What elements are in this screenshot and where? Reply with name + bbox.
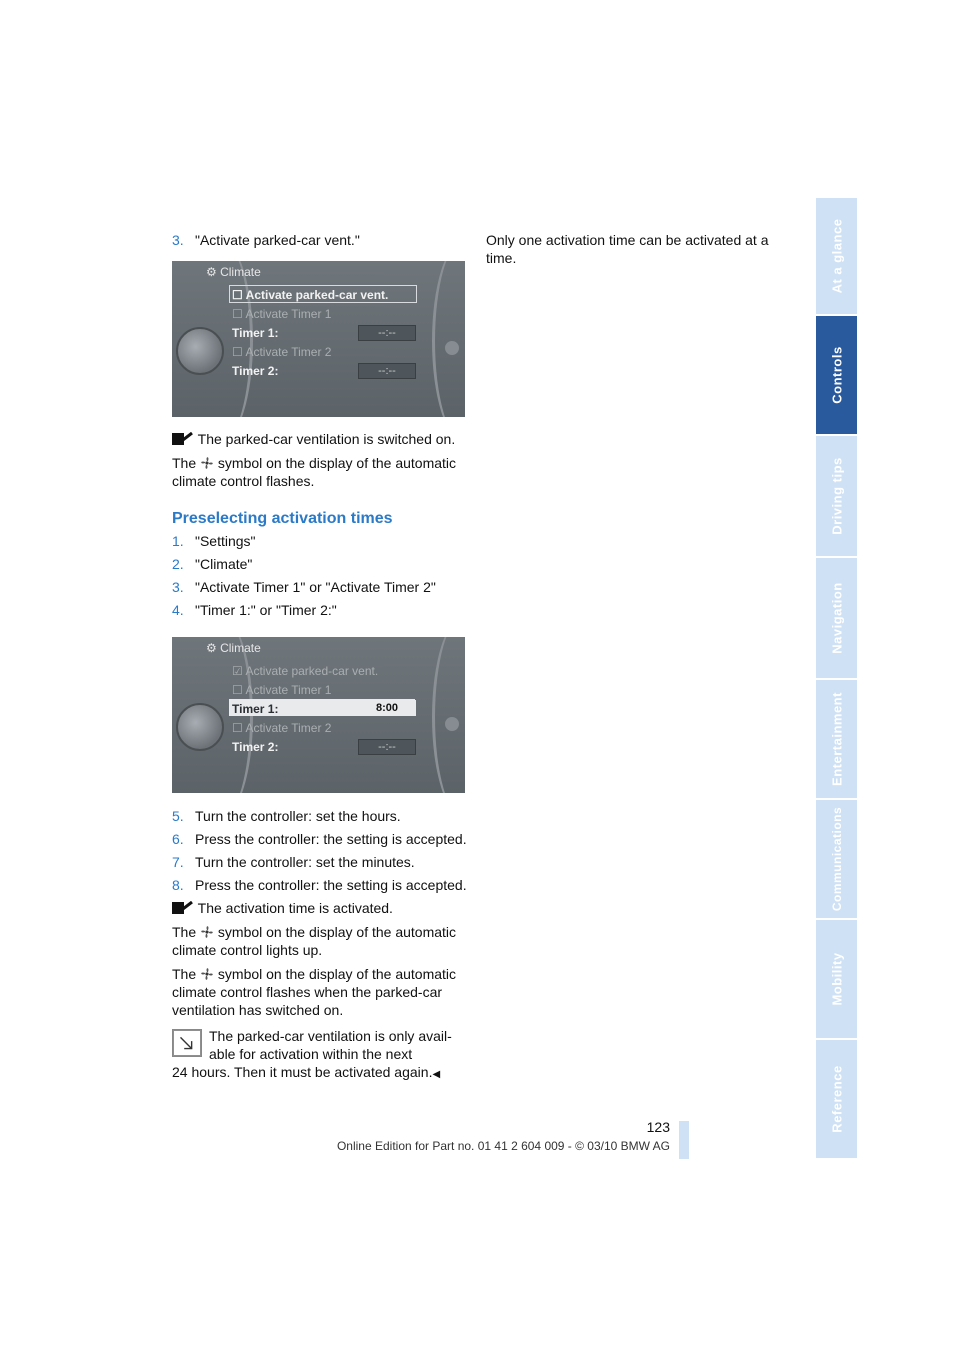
edition-line: Online Edition for Part no. 01 41 2 604 009 - © 03/10 BMW AG — [336, 1139, 670, 1153]
paragraph — [172, 430, 467, 448]
step-number: 6. — [172, 831, 184, 847]
step-text: "Activate parked-car vent." — [195, 232, 360, 248]
timer2-value: --:-- — [358, 363, 416, 379]
checkmark-icon — [172, 432, 194, 446]
screen-title-text: Climate — [220, 641, 261, 655]
tab-navigation[interactable] — [816, 558, 857, 680]
paragraph-text: symbol on the display of the automatic climate control flashes. — [172, 455, 457, 489]
step-text: "Activate Timer 1" or "Activate Timer 2" — [195, 579, 436, 595]
tab-label: Driving tips — [829, 457, 844, 535]
menu-row: ☐ Activate Timer 1 — [232, 307, 332, 321]
menu-row: ☐ Activate parked-car vent. — [232, 288, 389, 302]
note-text: able for activation within the next — [209, 1046, 413, 1062]
right-column — [486, 231, 776, 273]
tab-controls[interactable] — [816, 316, 857, 436]
menu-row-text: Activate Timer 1 — [245, 683, 332, 697]
menu-row-text: Activate parked-car vent. — [245, 664, 379, 678]
step-text: "Climate" — [195, 556, 253, 572]
note-block — [172, 1025, 467, 1084]
menu-row — [232, 324, 278, 342]
note-text: 24 hours. Then it must be activated again. — [172, 1064, 433, 1080]
paragraph — [172, 965, 467, 1019]
paragraph — [172, 899, 467, 917]
checkmark-icon — [172, 901, 194, 915]
footer-bar — [679, 1121, 689, 1159]
fan-icon — [200, 967, 214, 981]
paragraph — [172, 923, 467, 959]
step-number: 1. — [172, 533, 184, 549]
menu-row — [232, 362, 278, 380]
menu-row — [232, 738, 278, 756]
fan-icon — [200, 456, 214, 470]
controller-knob-icon — [176, 327, 224, 375]
menu-row-text: Timer 2: — [232, 364, 279, 378]
step-item — [172, 231, 467, 249]
left-column — [172, 231, 467, 1084]
step-number: 8. — [172, 877, 184, 893]
step-item — [172, 601, 467, 619]
menu-row-text: Timer 1: — [232, 326, 279, 340]
paragraph-text: The — [172, 966, 197, 982]
chapter-tabs — [816, 198, 857, 1160]
tab-label: Reference — [829, 1065, 844, 1133]
screen-title-text: Climate — [220, 265, 261, 279]
timer1-value: 8:00 — [358, 700, 416, 716]
section-heading: Preselecting activation times — [172, 510, 393, 527]
screen-arc-right — [432, 637, 465, 793]
step-item — [172, 830, 467, 848]
step-text: Turn the controller: set the minutes. — [195, 854, 415, 870]
menu-row: ☑ Activate parked-car vent. — [232, 664, 379, 678]
menu-row: ☐ Activate Timer 1 — [232, 683, 332, 697]
timer1-value: --:-- — [358, 325, 416, 341]
step-text: "Settings" — [195, 533, 256, 549]
menu-row-text: Timer 1: — [232, 702, 279, 716]
step-item — [172, 555, 467, 573]
scroll-knob-icon — [445, 717, 459, 731]
tab-label: Communications — [829, 806, 844, 912]
menu-row-text: Timer 2: — [232, 740, 279, 754]
screen-arc-right — [432, 261, 465, 417]
step-item — [172, 532, 467, 550]
screen-title: ⚙ Climate — [206, 265, 261, 279]
note-arrow-icon — [172, 1029, 202, 1057]
step-item — [172, 578, 467, 596]
paragraph-text: The — [172, 924, 197, 940]
tab-label: Navigation — [829, 582, 844, 654]
step-text: Press the controller: the setting is accepted. — [195, 831, 467, 847]
step-text: Turn the controller: set the hours. — [195, 808, 401, 824]
timer2-value: --:-- — [358, 739, 416, 755]
climate-screen-1 — [172, 261, 465, 417]
menu-row — [232, 700, 278, 718]
screen-title: ⚙ Climate — [206, 641, 261, 655]
tab-label: At a glance — [829, 218, 844, 294]
paragraph-text: symbol on the display of the automatic climate control flashes when the parked-car ventilation has switched on. — [172, 966, 457, 1018]
step-text: Press the controller: the setting is accepted. — [195, 877, 467, 893]
menu-row-text: Activate Timer 2 — [245, 345, 332, 359]
tab-label: Controls — [829, 346, 844, 404]
tab-label: Mobility — [829, 952, 844, 1006]
menu-row-text: Activate Timer 1 — [245, 307, 332, 321]
paragraph-text: The — [172, 455, 197, 471]
step-item — [172, 853, 467, 871]
step-number: 4. — [172, 602, 184, 618]
menu-row-text: Activate parked-car vent. — [245, 288, 389, 302]
paragraph-text: The parked-car ventilation is switched on. — [197, 431, 456, 447]
menu-row: ☐ Activate Timer 2 — [232, 345, 332, 359]
step-item — [172, 876, 467, 894]
tab-at-a-glance[interactable] — [816, 198, 857, 316]
tab-reference[interactable] — [816, 1040, 857, 1160]
step-number: 3. — [172, 232, 184, 248]
menu-row-text: Activate Timer 2 — [245, 721, 332, 735]
step-number: 3. — [172, 579, 184, 595]
step-item — [172, 807, 467, 825]
note-text: The parked-car ventilation is only avail- — [209, 1028, 452, 1044]
fan-icon — [200, 925, 214, 939]
tab-driving-tips[interactable] — [816, 436, 857, 558]
paragraph: Only one activation time can be activated at a time. — [486, 232, 769, 266]
paragraph-text: symbol on the display of the automatic climate control lights up. — [172, 924, 457, 958]
tab-mobility[interactable] — [816, 920, 857, 1040]
step-number: 7. — [172, 854, 184, 870]
tab-communications[interactable] — [816, 800, 857, 920]
scroll-knob-icon — [445, 341, 459, 355]
paragraph — [172, 454, 467, 490]
tab-label: Entertainment — [829, 692, 844, 786]
step-number: 2. — [172, 556, 184, 572]
page-number: 123 — [646, 1119, 670, 1135]
menu-row: ☐ Activate Timer 2 — [232, 721, 332, 735]
step-number: 5. — [172, 808, 184, 824]
end-mark-icon: ◀ — [432, 1069, 441, 1080]
controller-knob-icon — [176, 703, 224, 751]
step-text: "Timer 1:" or "Timer 2:" — [195, 602, 337, 618]
climate-screen-2 — [172, 637, 465, 793]
paragraph-text: The activation time is activated. — [197, 900, 393, 916]
tab-entertainment[interactable] — [816, 680, 857, 800]
